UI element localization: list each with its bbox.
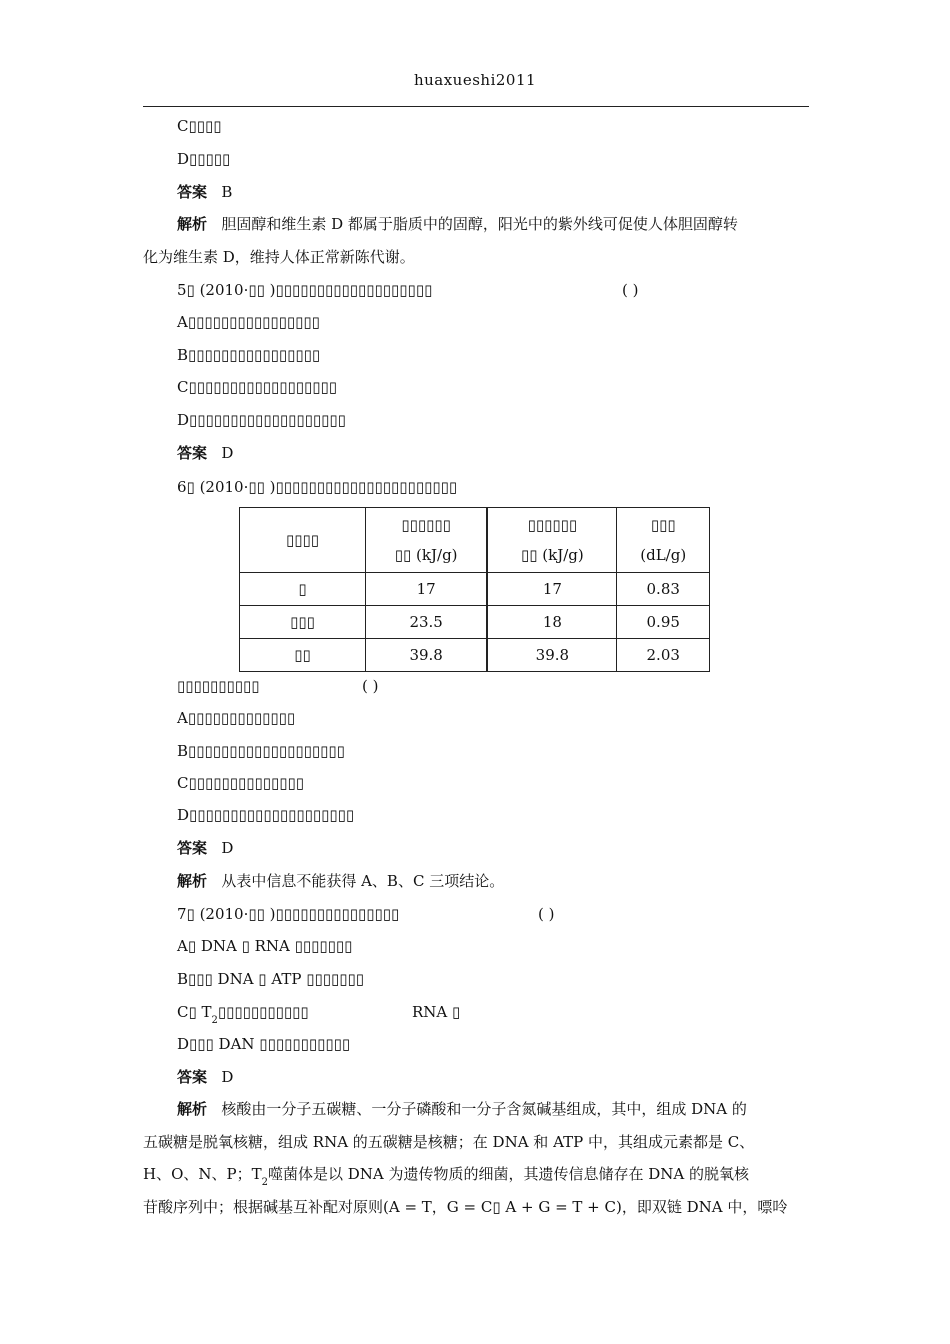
option-d-q7: D▯▯▯ DAN ▯▯▯▯▯▯▯▯▯▯▯ [177, 1035, 351, 1053]
option-a-q7: A▯ DNA ▯ RNA ▯▯▯▯▯▯▯ [177, 937, 353, 955]
table-cell: 2.03 [617, 639, 710, 672]
explanation-q4-line2: 化为维生素 D，维持人体正常新陈代谢。 [143, 248, 415, 266]
explanation-label: 解析 [177, 215, 208, 233]
explanation-q6 [177, 871, 504, 891]
answer-q7 [177, 1067, 233, 1087]
option-a-q6: A▯▯▯▯▯▯▯▯▯▯▯▯▯ [177, 709, 296, 727]
answer-label: 答案 [177, 183, 208, 201]
option-c-q5: C▯▯▯▯▯▯▯▯▯▯▯▯▯▯▯▯▯▯ [177, 378, 338, 396]
table-cell: 39.8 [487, 639, 617, 672]
answer-label: 答案 [177, 444, 208, 462]
table-header-cell: ▯▯▯▯▯▯ ▯▯ (kJ/g) [366, 508, 488, 573]
table-cell: 39.8 [366, 639, 488, 672]
option-b-q7: B▯▯▯ DNA ▯ ATP ▯▯▯▯▯▯▯ [177, 970, 364, 988]
table-cell: 23.5 [366, 606, 488, 639]
table-header-cell: ▯▯▯▯▯▯ ▯▯ (kJ/g) [487, 508, 617, 573]
option-d-q5: D▯▯▯▯▯▯▯▯▯▯▯▯▯▯▯▯▯▯▯ [177, 411, 346, 429]
table-cell: ▯▯▯ [240, 606, 366, 639]
answer-label: 答案 [177, 839, 208, 857]
question-6-blank: ( ) [362, 677, 379, 695]
table-row [240, 573, 710, 606]
answer-q4 [177, 182, 232, 202]
table-cell: 0.95 [617, 606, 710, 639]
explanation-q4-line1 [177, 214, 738, 234]
option-b-q6: B▯▯▯▯▯▯▯▯▯▯▯▯▯▯▯▯▯▯▯ [177, 742, 345, 760]
explanation-text: 核酸由一分子五碳糖、一分子磷酸和一分子含氮碱基组成，其中，组成 DNA 的 [221, 1100, 747, 1118]
explanation-label: 解析 [177, 1100, 208, 1118]
explanation-label: 解析 [177, 872, 208, 890]
explanation-q7-line2: 五碳糖是脱氧核糖，组成 RNA 的五碳糖是核糖；在 DNA 和 ATP 中，其组成元素都是 C、 [143, 1133, 755, 1151]
table-cell: 0.83 [617, 573, 710, 606]
explanation-text: 从表中信息不能获得 A、B、C 三项结论。 [221, 872, 505, 890]
question-5: 5▯ (2010·▯▯ )▯▯▯▯▯▯▯▯▯▯▯▯▯▯▯▯▯▯▯ [177, 281, 433, 299]
answer-label: 答案 [177, 1068, 208, 1086]
answer-value: D [221, 839, 234, 857]
header-rule [143, 106, 809, 107]
table-cell: 17 [366, 573, 488, 606]
question-6: 6▯ (2010·▯▯ )▯▯▯▯▯▯▯▯▯▯▯▯▯▯▯▯▯▯▯▯▯▯ [177, 478, 458, 496]
answer-q5 [177, 443, 233, 463]
table-cell: ▯ [240, 573, 366, 606]
table-header-cell: ▯▯▯ (dL/g) [617, 508, 710, 573]
page-header: huaxueshi2011 [413, 71, 537, 89]
option-d-q4: D▯▯▯▯▯ [177, 150, 231, 168]
table-row [240, 639, 710, 672]
table-cell: ▯▯ [240, 639, 366, 672]
table-header-cell: ▯▯▯▯ [240, 508, 366, 573]
table-cell: 18 [487, 606, 617, 639]
question-7: 7▯ (2010·▯▯ )▯▯▯▯▯▯▯▯▯▯▯▯▯▯▯ [177, 905, 400, 923]
explanation-q7-line4: 苷酸序列中；根据碱基互补配对原则(A = T，G = C▯ A + G = T + C)，即双链 DNA 中，嘌呤 [143, 1198, 788, 1216]
question-7-blank: ( ) [538, 905, 555, 923]
answer-value: D [221, 444, 234, 462]
question-6-prompt: ▯▯▯▯▯▯▯▯▯▯ [177, 677, 260, 695]
option-c-q6: C▯▯▯▯▯▯▯▯▯▯▯▯▯▯ [177, 774, 305, 792]
explanation-q7-line1 [177, 1099, 747, 1119]
answer-value: D [221, 1068, 234, 1086]
option-c-q7: C▯ $T_2▯▯▯▯▯▯▯▯▯▯▯$ [177, 1003, 309, 1026]
option-c-q4: C▯▯▯▯ [177, 117, 222, 135]
explanation-q7-line3: H、O、N、P；$T_2$噬菌体是以 DNA 为遗传物质的细菌，其遗传信息储存在 DNA 的脱氧核 [143, 1165, 750, 1188]
option-d-q6: D▯▯▯▯▯▯▯▯▯▯▯▯▯▯▯▯▯▯▯▯ [177, 806, 355, 824]
data-table [239, 507, 710, 672]
option-b-q5: B▯▯▯▯▯▯▯▯▯▯▯▯▯▯▯▯ [177, 346, 321, 364]
table-cell: 17 [487, 573, 617, 606]
explanation-text: 胆固醇和维生素 D 都属于脂质中的固醇，阳光中的紫外线可促使人体胆固醇转 [221, 215, 738, 233]
answer-q6 [177, 838, 233, 858]
option-c-q7-tail: RNA ▯ [412, 1003, 461, 1021]
table-row [240, 606, 710, 639]
answer-value: B [221, 183, 233, 201]
question-5-blank: ( ) [622, 281, 639, 299]
option-a-q5: A▯▯▯▯▯▯▯▯▯▯▯▯▯▯▯▯ [177, 313, 320, 331]
table-header-row [240, 508, 710, 573]
